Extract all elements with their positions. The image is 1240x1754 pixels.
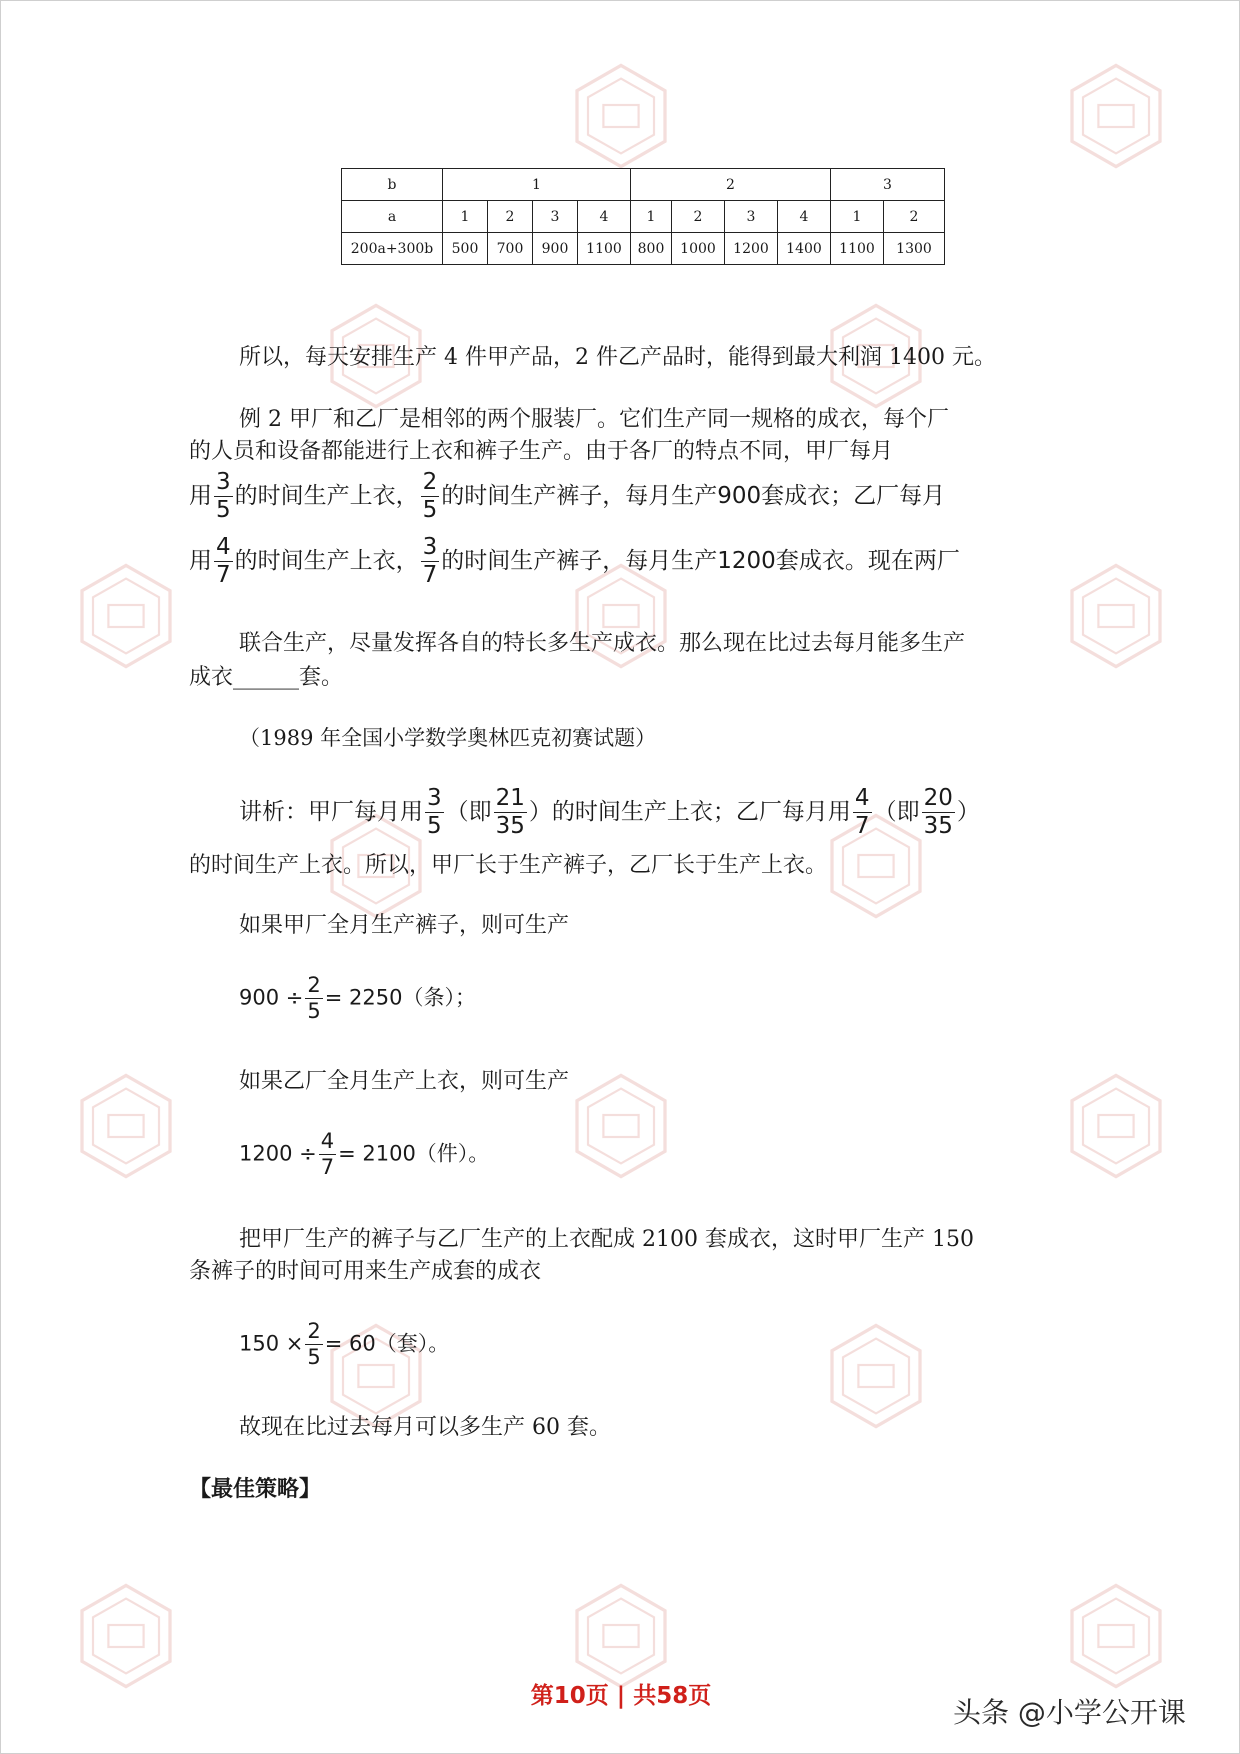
example-line-5: 联合生产，尽量发挥各自的特长多生产成衣。那么现在比过去每月能多生产 <box>239 631 966 656</box>
numerator: 20 <box>923 785 953 811</box>
table-cell: 1400 <box>778 233 831 265</box>
text-span: 用 <box>189 548 212 574</box>
table-cell: 4 <box>578 201 631 233</box>
final-answer: 故现在比过去每月可以多生产 60 套。 <box>239 1415 611 1440</box>
numerator: 4 <box>216 534 231 560</box>
example-line-3 <box>189 471 945 522</box>
table-cell: 1 <box>831 201 884 233</box>
fraction <box>214 536 233 587</box>
watermark-hexagon-icon <box>1061 561 1171 671</box>
values-table <box>341 168 945 265</box>
example-line-1: 例 2 甲厂和乙厂是相邻的两个服装厂。它们生产同一规格的成衣，每个厂 <box>239 407 949 432</box>
table-cell: 4 <box>778 201 831 233</box>
denominator: 5 <box>307 1345 321 1369</box>
table-cell: 1300 <box>884 233 945 265</box>
calc-2 <box>239 1131 489 1178</box>
watermark-hexagon-icon <box>71 1581 181 1691</box>
calc-1 <box>239 975 476 1022</box>
best-strategy-heading: 【最佳策略】 <box>189 1477 322 1502</box>
page-number: 第10页 | 共58页 <box>530 1683 712 1709</box>
fraction <box>494 787 527 838</box>
fraction <box>421 536 440 587</box>
denominator: 5 <box>422 497 438 523</box>
table-cell: 1100 <box>831 233 884 265</box>
text-span: 用 <box>189 483 212 509</box>
table-cell: 1000 <box>672 233 725 265</box>
table-cell: 2 <box>631 169 831 201</box>
table-cell: 800 <box>631 233 672 265</box>
text-span: = 2100（件）。 <box>338 1141 490 1166</box>
pair-line-1: 把甲厂生产的裤子与乙厂生产的上衣配成 2100 套成衣，这时甲厂生产 150 <box>239 1227 974 1252</box>
numerator: 2 <box>307 1319 321 1343</box>
text-span: 的时间生产裤子，每月生产1200套成衣。现在两厂 <box>441 548 960 574</box>
denominator: 5 <box>427 813 442 839</box>
denominator: 7 <box>320 1155 335 1179</box>
table-row-a <box>342 201 945 233</box>
text-span: （即 <box>445 799 492 825</box>
table-cell: 3 <box>831 169 945 201</box>
text-span: 150 × <box>239 1331 304 1356</box>
example-line-6: 成衣______套。 <box>189 665 344 690</box>
watermark-hexagon-icon <box>566 1071 676 1181</box>
denominator: 5 <box>307 999 321 1023</box>
text-span: = 2250（条）； <box>324 985 476 1010</box>
watermark-hexagon-icon <box>566 61 676 171</box>
fraction <box>305 975 322 1022</box>
text-span: 的时间生产裤子，每月生产900套成衣；乙厂每月 <box>441 483 946 509</box>
calc-3 <box>239 1321 449 1368</box>
text-span: ）的时间生产上衣；乙厂每月用 <box>528 799 851 825</box>
table-cell: 3 <box>533 201 578 233</box>
brand-watermark: 头条 @小学公开课 <box>953 1696 1186 1729</box>
table-cell: 900 <box>533 233 578 265</box>
fraction <box>853 787 872 838</box>
numerator: 4 <box>854 785 870 811</box>
denominator: 35 <box>495 813 525 839</box>
text-span: （即 <box>873 799 920 825</box>
table-cell: 1 <box>443 169 631 201</box>
table-row-expr <box>342 233 945 265</box>
fraction <box>421 471 440 522</box>
table-cell: 2 <box>672 201 725 233</box>
text-span: 的时间生产上衣， <box>234 548 419 574</box>
table-cell: 1100 <box>578 233 631 265</box>
numerator: 2 <box>307 973 321 997</box>
watermark-hexagon-icon <box>71 561 181 671</box>
fraction <box>922 787 955 838</box>
watermark-hexagon-icon <box>566 1581 676 1691</box>
numerator: 21 <box>495 785 525 811</box>
analysis-line-2: 的时间生产上衣。所以，甲厂长于生产裤子，乙厂长于生产上衣。 <box>189 853 828 878</box>
denominator: 7 <box>422 562 438 588</box>
numerator: 3 <box>216 469 231 495</box>
text-span: 讲析：甲厂每月用 <box>239 799 423 825</box>
table-row-b <box>342 169 945 201</box>
table-cell: 1 <box>443 201 488 233</box>
if-jia-text: 如果甲厂全月生产裤子，则可生产 <box>239 913 570 938</box>
table-cell: 2 <box>488 201 533 233</box>
table-cell: 700 <box>488 233 533 265</box>
table-cell: 2 <box>884 201 945 233</box>
text-span: = 60（套）。 <box>324 1331 450 1356</box>
watermark-hexagon-icon <box>821 1321 931 1431</box>
numerator: 3 <box>427 785 442 811</box>
watermark-hexagon-icon <box>71 1071 181 1181</box>
denominator: 5 <box>216 497 231 523</box>
denominator: 7 <box>216 562 231 588</box>
table-cell: b <box>342 169 443 201</box>
fraction <box>425 787 444 838</box>
table-cell: 3 <box>725 201 778 233</box>
watermark-hexagon-icon <box>1061 61 1171 171</box>
numerator: 4 <box>320 1129 335 1153</box>
conclusion-text: 所以，每天安排生产 4 件甲产品，2 件乙产品时，能得到最大利润 1400 元。 <box>239 345 996 370</box>
source-note: （1989 年全国小学数学奥林匹克初赛试题） <box>239 726 657 750</box>
text-span: 900 ÷ <box>239 985 304 1010</box>
example-line-2: 的人员和设备都能进行上衣和裤子生产。由于各厂的特点不同，甲厂每月 <box>189 439 894 464</box>
example-line-4 <box>189 536 960 587</box>
numerator: 3 <box>422 534 438 560</box>
denominator: 7 <box>854 813 870 839</box>
fraction <box>305 1321 322 1368</box>
table-cell: 500 <box>443 233 488 265</box>
text-span: ） <box>956 799 980 825</box>
table-cell: 1 <box>631 201 672 233</box>
fraction <box>319 1131 336 1178</box>
pair-line-2: 条裤子的时间可用来生产成套的成衣 <box>189 1259 542 1284</box>
analysis-line-1 <box>239 787 980 838</box>
if-yi-text: 如果乙厂全月生产上衣，则可生产 <box>239 1069 570 1094</box>
numerator: 2 <box>422 469 438 495</box>
table-cell: 1200 <box>725 233 778 265</box>
watermark-hexagon-icon <box>1061 1071 1171 1181</box>
text-span: 的时间生产上衣， <box>234 483 419 509</box>
fraction <box>214 471 233 522</box>
text-span: 1200 ÷ <box>239 1141 317 1166</box>
watermark-hexagon-icon <box>1061 1581 1171 1691</box>
table-cell: 200a+300b <box>342 233 443 265</box>
denominator: 35 <box>923 813 953 839</box>
table-cell: a <box>342 201 443 233</box>
